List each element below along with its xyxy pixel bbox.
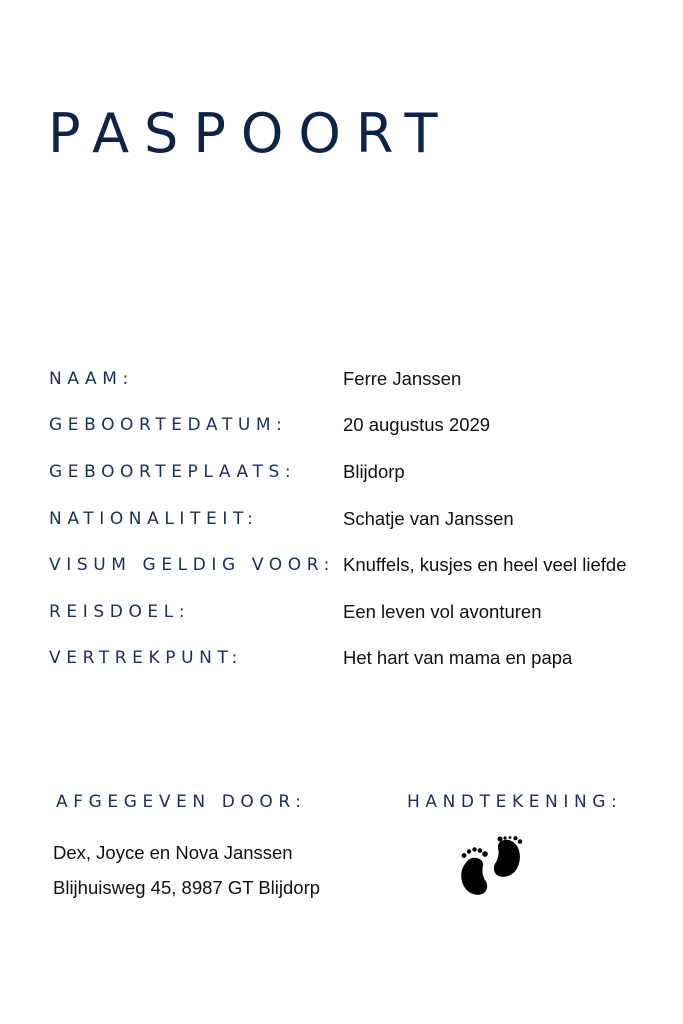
field-label-reisdoel: REISDOEL:	[49, 602, 191, 622]
field-label-visum: VISUM GELDIG VOOR:	[49, 555, 335, 575]
issued-by-label: AFGEGEVEN DOOR:	[56, 792, 307, 812]
signature-label: HANDTEKENING:	[407, 792, 623, 812]
field-label-nationaliteit: NATIONALITEIT:	[49, 509, 259, 529]
field-label-naam: NAAM:	[49, 369, 134, 389]
field-value-naam: Ferre Janssen	[343, 368, 462, 389]
field-value-geboorteplaats: Blijdorp	[343, 461, 405, 482]
field-label-vertrekpunt: VERTREKPUNT:	[49, 648, 243, 668]
field-value-visum: Knuffels, kusjes en heel veel liefde	[343, 554, 627, 575]
baby-feet-icon	[458, 836, 524, 902]
issued-by-address: Blijhuisweg 45, 8987 GT Blijdorp	[53, 877, 321, 898]
field-value-vertrekpunt: Het hart van mama en papa	[343, 647, 573, 668]
issued-by-names: Dex, Joyce en Nova Janssen	[53, 842, 293, 863]
field-value-nationaliteit: Schatje van Janssen	[343, 508, 514, 529]
field-value-reisdoel: Een leven vol avonturen	[343, 601, 542, 622]
field-value-geboortedatum: 20 augustus 2029	[343, 414, 491, 435]
field-label-geboorteplaats: GEBOORTEPLAATS:	[49, 462, 297, 482]
page-title: PASPOORT	[48, 102, 453, 165]
field-label-geboortedatum: GEBOORTEDATUM:	[49, 415, 288, 435]
